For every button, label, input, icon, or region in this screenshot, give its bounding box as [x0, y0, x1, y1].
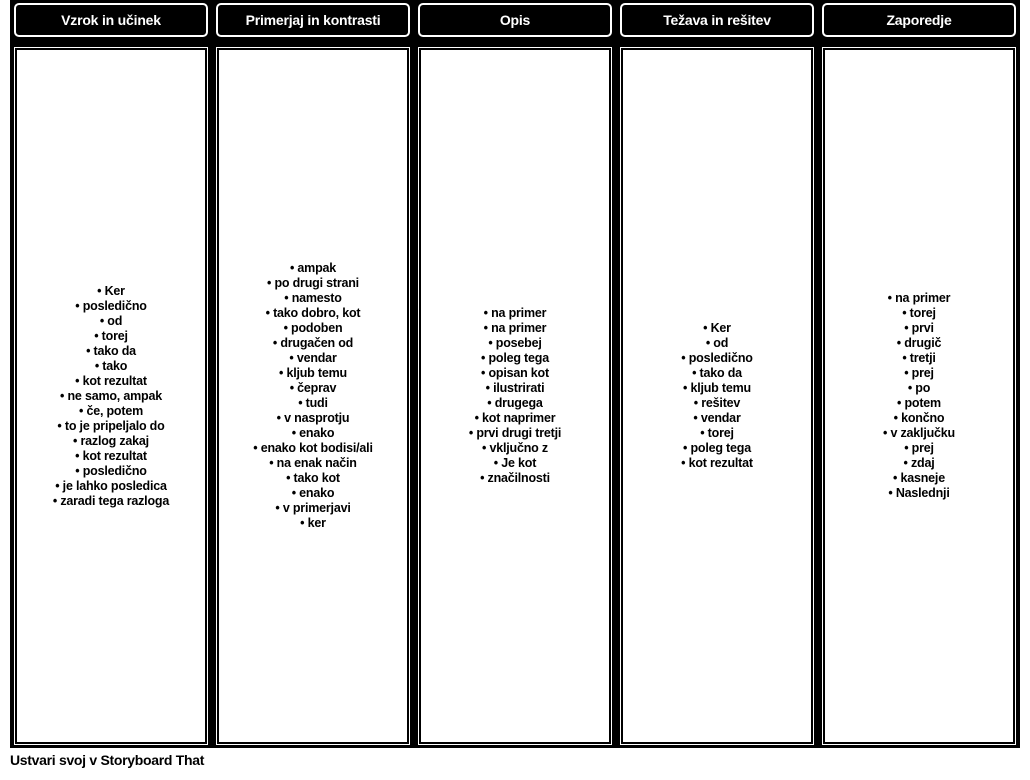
word-item: • to je pripeljalo do	[53, 419, 169, 434]
storyboard-grid	[10, 0, 1020, 748]
word-item: • od	[53, 314, 169, 329]
word-item: • prvi	[883, 321, 955, 336]
word-item: • enako	[253, 426, 372, 441]
column-cell[interactable]	[217, 48, 409, 744]
word-item: • kot naprimer	[469, 411, 561, 426]
word-item: • vendar	[253, 351, 372, 366]
word-item: • tako da	[53, 344, 169, 359]
column-cell[interactable]	[621, 48, 813, 744]
word-item: • na enak način	[253, 456, 372, 471]
word-item: • drugič	[883, 336, 955, 351]
word-item: • je lahko posledica	[53, 479, 169, 494]
column-header: Težava in rešitev	[620, 3, 814, 37]
word-item: • razlog zakaj	[53, 434, 169, 449]
word-item: • potem	[883, 396, 955, 411]
word-item: • ne samo, ampak	[53, 389, 169, 404]
column-description	[414, 0, 616, 748]
word-item: • Je kot	[469, 456, 561, 471]
column-header: Zaporedje	[822, 3, 1016, 37]
word-item: • poleg tega	[681, 441, 753, 456]
word-item: • prej	[883, 441, 955, 456]
word-list	[469, 306, 561, 486]
word-item: • tako kot	[253, 471, 372, 486]
column-header: Primerjaj in kontrasti	[216, 3, 410, 37]
word-item: • prej	[883, 366, 955, 381]
word-item: • namesto	[253, 291, 372, 306]
word-item: • značilnosti	[469, 471, 561, 486]
word-item: • rešitev	[681, 396, 753, 411]
word-item: • opisan kot	[469, 366, 561, 381]
column-cause-effect	[10, 0, 212, 748]
word-item: • kljub temu	[681, 381, 753, 396]
word-item: • vključno z	[469, 441, 561, 456]
word-item: • kljub temu	[253, 366, 372, 381]
word-item: • posebej	[469, 336, 561, 351]
word-item: • tako da	[681, 366, 753, 381]
column-header: Vzrok in učinek	[14, 3, 208, 37]
word-item: • po drugi strani	[253, 276, 372, 291]
word-item: • zaradi tega razloga	[53, 494, 169, 509]
word-list	[253, 261, 372, 531]
word-item: • na primer	[469, 321, 561, 336]
column-cell[interactable]	[15, 48, 207, 744]
word-item: • v primerjavi	[253, 501, 372, 516]
word-item: • tudi	[253, 396, 372, 411]
word-item: • Ker	[53, 284, 169, 299]
word-item: • prvi drugi tretji	[469, 426, 561, 441]
word-item: • kot rezultat	[681, 456, 753, 471]
word-item: • Naslednji	[883, 486, 955, 501]
word-item: • v nasprotju	[253, 411, 372, 426]
word-item: • tako	[53, 359, 169, 374]
word-item: • ampak	[253, 261, 372, 276]
word-item: • ker	[253, 516, 372, 531]
word-item: • posledično	[681, 351, 753, 366]
word-item: • v zaključku	[883, 426, 955, 441]
column-header: Opis	[418, 3, 612, 37]
word-item: • torej	[883, 306, 955, 321]
word-item: • tretji	[883, 351, 955, 366]
word-item: • torej	[681, 426, 753, 441]
word-item: • enako kot bodisi/ali	[253, 441, 372, 456]
create-your-own-link[interactable]: Ustvari svoj v Storyboard That	[10, 752, 205, 768]
word-item: • drugega	[469, 396, 561, 411]
word-item: • ilustrirati	[469, 381, 561, 396]
word-item: • posledično	[53, 464, 169, 479]
word-item: • kot rezultat	[53, 449, 169, 464]
word-list	[53, 284, 169, 509]
column-problem-solution	[616, 0, 818, 748]
word-item: • čeprav	[253, 381, 372, 396]
word-item: • posledično	[53, 299, 169, 314]
word-item: • Ker	[681, 321, 753, 336]
word-item: • po	[883, 381, 955, 396]
word-item: • končno	[883, 411, 955, 426]
word-item: • poleg tega	[469, 351, 561, 366]
word-list	[883, 291, 955, 501]
column-compare-contrast	[212, 0, 414, 748]
column-sequence	[818, 0, 1020, 748]
word-item: • podoben	[253, 321, 372, 336]
word-item: • enako	[253, 486, 372, 501]
word-item: • na primer	[469, 306, 561, 321]
word-list	[681, 321, 753, 471]
column-cell[interactable]	[419, 48, 611, 744]
word-item: • kasneje	[883, 471, 955, 486]
word-item: • če, potem	[53, 404, 169, 419]
word-item: • tako dobro, kot	[253, 306, 372, 321]
word-item: • kot rezultat	[53, 374, 169, 389]
word-item: • drugačen od	[253, 336, 372, 351]
word-item: • zdaj	[883, 456, 955, 471]
word-item: • torej	[53, 329, 169, 344]
column-cell[interactable]	[823, 48, 1015, 744]
word-item: • od	[681, 336, 753, 351]
word-item: • na primer	[883, 291, 955, 306]
word-item: • vendar	[681, 411, 753, 426]
